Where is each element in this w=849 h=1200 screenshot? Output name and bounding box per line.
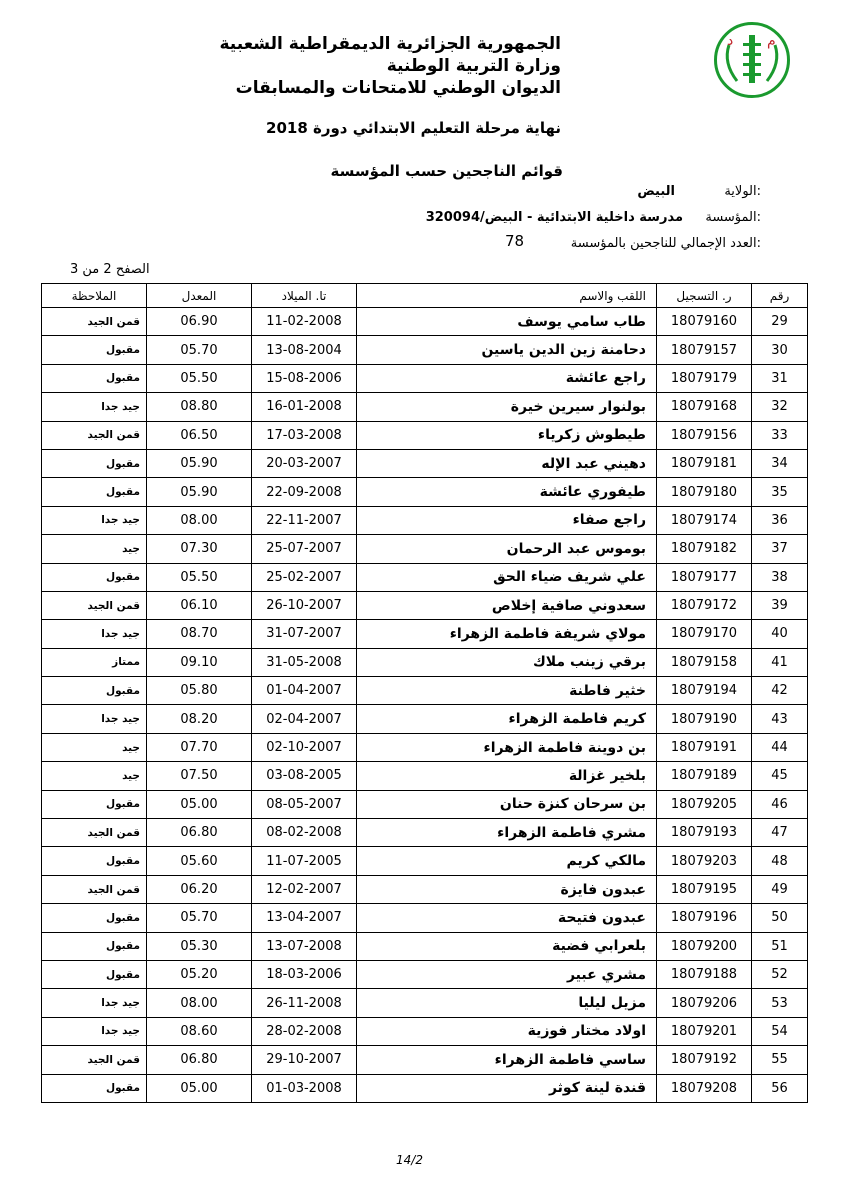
note-cell: جيد جدا xyxy=(42,393,147,421)
total-label: العدد الإجمالي للناجحين بالمؤسسة: xyxy=(570,236,761,251)
note-cell: جيد جدا xyxy=(42,1017,147,1045)
name-cell: ساسي فاطمة الزهراء xyxy=(357,1046,657,1074)
name-cell: علي شريف ضياء الحق xyxy=(357,563,657,591)
registration-cell: 18079195 xyxy=(657,875,752,903)
registration-cell: 18079203 xyxy=(657,847,752,875)
name-cell: مولاي شريفة فاطمة الزهراء xyxy=(357,620,657,648)
birthdate-cell: 22-11-2007 xyxy=(252,506,357,534)
number-cell: 29 xyxy=(752,308,808,336)
birthdate-cell: 26-10-2007 xyxy=(252,591,357,619)
registration-cell: 18079182 xyxy=(657,535,752,563)
name-cell: دحامنة زين الدين ياسين xyxy=(357,336,657,364)
note-cell: مقبول xyxy=(42,1074,147,1102)
page-indicator: الصفح 2 من 3 xyxy=(70,262,150,277)
table-row xyxy=(42,1074,808,1102)
name-cell: مشري عبير xyxy=(357,960,657,988)
average-cell: 06.50 xyxy=(147,421,252,449)
list-title: قوائم الناجحين حسب المؤسسة xyxy=(330,162,563,180)
average-cell: 05.60 xyxy=(147,847,252,875)
birthdate-cell: 13-04-2007 xyxy=(252,904,357,932)
table-row xyxy=(42,847,808,875)
table-row xyxy=(42,336,808,364)
name-cell: بن دوينة فاطمة الزهراء xyxy=(357,733,657,761)
name-cell: طاب سامي يوسف xyxy=(357,308,657,336)
birthdate-cell: 11-02-2008 xyxy=(252,308,357,336)
registration-cell: 18079206 xyxy=(657,989,752,1017)
average-cell: 06.20 xyxy=(147,875,252,903)
birthdate-cell: 08-02-2008 xyxy=(252,819,357,847)
average-cell: 05.50 xyxy=(147,563,252,591)
registration-cell: 18079191 xyxy=(657,733,752,761)
average-cell: 05.20 xyxy=(147,960,252,988)
wilaya-value: البيض xyxy=(637,184,675,199)
note-cell: مقبول xyxy=(42,932,147,960)
birthdate-cell: 25-07-2007 xyxy=(252,535,357,563)
number-cell: 49 xyxy=(752,875,808,903)
registration-cell: 18079174 xyxy=(657,506,752,534)
name-cell: بوموس عبد الرحمان xyxy=(357,535,657,563)
table-row xyxy=(42,478,808,506)
note-cell: مقبول xyxy=(42,336,147,364)
birthdate-cell: 22-09-2008 xyxy=(252,478,357,506)
birthdate-cell: 31-05-2008 xyxy=(252,648,357,676)
average-cell: 06.80 xyxy=(147,819,252,847)
ministry-title: وزارة التربية الوطنية xyxy=(386,56,561,76)
average-cell: 07.30 xyxy=(147,535,252,563)
note-cell: مقبول xyxy=(42,563,147,591)
name-cell: بلعرابي فضية xyxy=(357,932,657,960)
table-row xyxy=(42,733,808,761)
number-cell: 50 xyxy=(752,904,808,932)
registration-cell: 18079156 xyxy=(657,421,752,449)
note-cell: مقبول xyxy=(42,904,147,932)
number-cell: 38 xyxy=(752,563,808,591)
birthdate-cell: 16-01-2008 xyxy=(252,393,357,421)
registration-cell: 18079189 xyxy=(657,762,752,790)
note-cell: ممتاز xyxy=(42,648,147,676)
table-row xyxy=(42,790,808,818)
note-cell: جيد جدا xyxy=(42,506,147,534)
table-row xyxy=(42,421,808,449)
school-label: المؤسسة: xyxy=(705,210,761,225)
number-cell: 54 xyxy=(752,1017,808,1045)
note-cell: مقبول xyxy=(42,478,147,506)
note-cell: جيد جدا xyxy=(42,620,147,648)
number-cell: 47 xyxy=(752,819,808,847)
birthdate-cell: 12-02-2007 xyxy=(252,875,357,903)
number-cell: 46 xyxy=(752,790,808,818)
table-row xyxy=(42,960,808,988)
header-note: الملاحظة xyxy=(42,284,147,308)
onec-logo xyxy=(714,22,790,98)
birthdate-cell: 25-02-2007 xyxy=(252,563,357,591)
number-cell: 44 xyxy=(752,733,808,761)
birthdate-cell: 11-07-2005 xyxy=(252,847,357,875)
results-table xyxy=(41,283,808,1103)
name-cell: اولاد مختار فوزية xyxy=(357,1017,657,1045)
registration-cell: 18079188 xyxy=(657,960,752,988)
number-cell: 53 xyxy=(752,989,808,1017)
birthdate-cell: 20-03-2007 xyxy=(252,449,357,477)
note-cell: قمن الجيد xyxy=(42,591,147,619)
number-cell: 40 xyxy=(752,620,808,648)
registration-cell: 18079194 xyxy=(657,677,752,705)
table-row xyxy=(42,875,808,903)
table-row xyxy=(42,591,808,619)
name-cell: كريم فاطمة الزهراء xyxy=(357,705,657,733)
name-cell: خثير فاطنة xyxy=(357,677,657,705)
note-cell: جيد جدا xyxy=(42,705,147,733)
number-cell: 52 xyxy=(752,960,808,988)
average-cell: 07.70 xyxy=(147,733,252,761)
number-cell: 30 xyxy=(752,336,808,364)
number-cell: 45 xyxy=(752,762,808,790)
average-cell: 08.00 xyxy=(147,989,252,1017)
number-cell: 32 xyxy=(752,393,808,421)
svg-text:د: د xyxy=(727,33,734,49)
average-cell: 08.60 xyxy=(147,1017,252,1045)
number-cell: 35 xyxy=(752,478,808,506)
birthdate-cell: 18-03-2006 xyxy=(252,960,357,988)
registration-cell: 18079160 xyxy=(657,308,752,336)
average-cell: 05.00 xyxy=(147,1074,252,1102)
header-average: المعدل xyxy=(147,284,252,308)
note-cell: قمن الجيد xyxy=(42,1046,147,1074)
svg-text:م: م xyxy=(767,33,776,49)
table-row xyxy=(42,904,808,932)
name-cell: قندة لينة كوثر xyxy=(357,1074,657,1102)
note-cell: قمن الجيد xyxy=(42,819,147,847)
birthdate-cell: 03-08-2005 xyxy=(252,762,357,790)
name-cell: عبدون فايزة xyxy=(357,875,657,903)
number-cell: 42 xyxy=(752,677,808,705)
registration-cell: 18079200 xyxy=(657,932,752,960)
average-cell: 05.80 xyxy=(147,677,252,705)
name-cell: سعدوني صافية إخلاص xyxy=(357,591,657,619)
name-cell: بن سرحان كنزة حنان xyxy=(357,790,657,818)
number-cell: 36 xyxy=(752,506,808,534)
name-cell: طيطوش زكرياء xyxy=(357,421,657,449)
registration-cell: 18079158 xyxy=(657,648,752,676)
header-number: رقم xyxy=(752,284,808,308)
average-cell: 08.80 xyxy=(147,393,252,421)
note-cell: جيد xyxy=(42,535,147,563)
header-registration: ر. التسجيل xyxy=(657,284,752,308)
school-value: مدرسة داخلية الابتدائية - البيض/320094 xyxy=(425,210,683,225)
note-cell: قمن الجيد xyxy=(42,308,147,336)
birthdate-cell: 13-08-2004 xyxy=(252,336,357,364)
birthdate-cell: 31-07-2007 xyxy=(252,620,357,648)
page-footer: 14/2 xyxy=(396,1153,423,1167)
table-row xyxy=(42,393,808,421)
table-row xyxy=(42,677,808,705)
registration-cell: 18079180 xyxy=(657,478,752,506)
note-cell: جيد xyxy=(42,733,147,761)
average-cell: 05.70 xyxy=(147,336,252,364)
number-cell: 41 xyxy=(752,648,808,676)
birthdate-cell: 01-04-2007 xyxy=(252,677,357,705)
number-cell: 51 xyxy=(752,932,808,960)
name-cell: دهيني عبد الإله xyxy=(357,449,657,477)
note-cell: مقبول xyxy=(42,449,147,477)
number-cell: 37 xyxy=(752,535,808,563)
average-cell: 07.50 xyxy=(147,762,252,790)
name-cell: عبدون فتيحة xyxy=(357,904,657,932)
table-header-row xyxy=(42,284,808,308)
note-cell: قمن الجيد xyxy=(42,421,147,449)
header-name: اللقب والاسم xyxy=(357,284,657,308)
birthdate-cell: 01-03-2008 xyxy=(252,1074,357,1102)
note-cell: مقبول xyxy=(42,790,147,818)
republic-title: الجمهورية الجزائرية الديمقراطية الشعبية xyxy=(219,34,561,54)
number-cell: 33 xyxy=(752,421,808,449)
registration-cell: 18079168 xyxy=(657,393,752,421)
note-cell: مقبول xyxy=(42,847,147,875)
registration-cell: 18079172 xyxy=(657,591,752,619)
logo-emblem-icon xyxy=(717,25,787,95)
number-cell: 56 xyxy=(752,1074,808,1102)
note-cell: مقبول xyxy=(42,364,147,392)
office-title: الديوان الوطني للامتحانات والمسابقات xyxy=(235,78,561,98)
registration-cell: 18079201 xyxy=(657,1017,752,1045)
total-value: 78 xyxy=(505,232,525,250)
average-cell: 05.90 xyxy=(147,478,252,506)
number-cell: 43 xyxy=(752,705,808,733)
table-row xyxy=(42,1017,808,1045)
average-cell: 09.10 xyxy=(147,648,252,676)
name-cell: طيفوري عائشة xyxy=(357,478,657,506)
registration-cell: 18079196 xyxy=(657,904,752,932)
registration-cell: 18079181 xyxy=(657,449,752,477)
registration-cell: 18079193 xyxy=(657,819,752,847)
note-cell: قمن الجيد xyxy=(42,875,147,903)
name-cell: مالكي كريم xyxy=(357,847,657,875)
birthdate-cell: 08-05-2007 xyxy=(252,790,357,818)
registration-cell: 18079177 xyxy=(657,563,752,591)
table-row xyxy=(42,1046,808,1074)
birthdate-cell: 02-10-2007 xyxy=(252,733,357,761)
table-row xyxy=(42,364,808,392)
registration-cell: 18079192 xyxy=(657,1046,752,1074)
average-cell: 08.70 xyxy=(147,620,252,648)
name-cell: مزيل ليليا xyxy=(357,989,657,1017)
registration-cell: 18079179 xyxy=(657,364,752,392)
table-row xyxy=(42,449,808,477)
name-cell: راجع عائشة xyxy=(357,364,657,392)
number-cell: 34 xyxy=(752,449,808,477)
average-cell: 05.70 xyxy=(147,904,252,932)
average-cell: 08.00 xyxy=(147,506,252,534)
birthdate-cell: 26-11-2008 xyxy=(252,989,357,1017)
name-cell: برقي زينب ملاك xyxy=(357,648,657,676)
exam-title: نهاية مرحلة التعليم الابتدائي دورة 2018 xyxy=(266,119,561,137)
wilaya-label: الولاية: xyxy=(724,184,761,199)
name-cell: راجع صفاء xyxy=(357,506,657,534)
table-row xyxy=(42,989,808,1017)
number-cell: 31 xyxy=(752,364,808,392)
birthdate-cell: 02-04-2007 xyxy=(252,705,357,733)
table-row xyxy=(42,535,808,563)
table-row xyxy=(42,762,808,790)
birthdate-cell: 15-08-2006 xyxy=(252,364,357,392)
birthdate-cell: 29-10-2007 xyxy=(252,1046,357,1074)
average-cell: 05.30 xyxy=(147,932,252,960)
table-row xyxy=(42,819,808,847)
registration-cell: 18079190 xyxy=(657,705,752,733)
table-row xyxy=(42,620,808,648)
registration-cell: 18079208 xyxy=(657,1074,752,1102)
average-cell: 05.50 xyxy=(147,364,252,392)
average-cell: 05.00 xyxy=(147,790,252,818)
registration-cell: 18079170 xyxy=(657,620,752,648)
header-birthdate: تا. الميلاد xyxy=(252,284,357,308)
name-cell: بولنوار سيرين خيرة xyxy=(357,393,657,421)
average-cell: 06.10 xyxy=(147,591,252,619)
table-row xyxy=(42,308,808,336)
registration-cell: 18079157 xyxy=(657,336,752,364)
name-cell: مشري فاطمة الزهراء xyxy=(357,819,657,847)
number-cell: 39 xyxy=(752,591,808,619)
table-row xyxy=(42,563,808,591)
table-row xyxy=(42,648,808,676)
birthdate-cell: 28-02-2008 xyxy=(252,1017,357,1045)
note-cell: جيد جدا xyxy=(42,989,147,1017)
average-cell: 08.20 xyxy=(147,705,252,733)
note-cell: مقبول xyxy=(42,960,147,988)
number-cell: 48 xyxy=(752,847,808,875)
average-cell: 06.80 xyxy=(147,1046,252,1074)
number-cell: 55 xyxy=(752,1046,808,1074)
registration-cell: 18079205 xyxy=(657,790,752,818)
birthdate-cell: 17-03-2008 xyxy=(252,421,357,449)
average-cell: 05.90 xyxy=(147,449,252,477)
note-cell: جيد xyxy=(42,762,147,790)
table-row xyxy=(42,506,808,534)
table-row xyxy=(42,932,808,960)
note-cell: مقبول xyxy=(42,677,147,705)
birthdate-cell: 13-07-2008 xyxy=(252,932,357,960)
average-cell: 06.90 xyxy=(147,308,252,336)
table-row xyxy=(42,705,808,733)
name-cell: بلخير غزالة xyxy=(357,762,657,790)
